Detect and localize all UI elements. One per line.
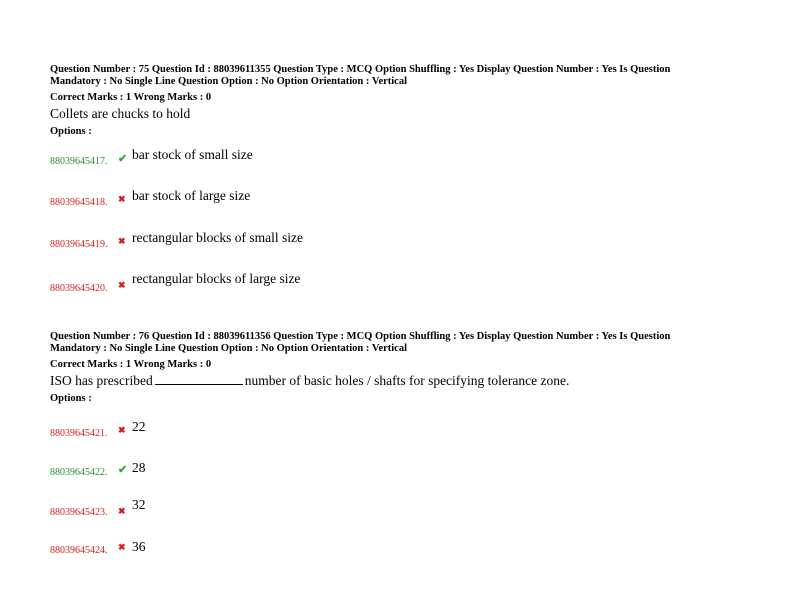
- question-text: [50, 373, 750, 389]
- cross-icon: ✖: [118, 542, 126, 552]
- question-meta-line1: Question Number : 75 Question Id : 88039611355 Question Type : MCQ Option Shuffling : Yes Display Question Number : Yes Is Question: [50, 64, 671, 75]
- question-text-before: ISO has prescribed: [50, 373, 153, 388]
- options-label: Options :: [50, 393, 92, 404]
- question-text-after: number of basic holes / shafts for specifying tolerance zone.: [244, 373, 570, 388]
- cross-icon: ✖: [118, 194, 126, 204]
- option-id: 88039645423.: [50, 507, 108, 518]
- option-id: 88039645424.: [50, 545, 108, 556]
- option-id: 88039645417.: [50, 156, 108, 167]
- question-meta: [50, 64, 750, 88]
- question-meta-line2: Mandatory : No Single Line Question Option : No Option Orientation : Vertical: [50, 76, 408, 87]
- question-text: Collets are chucks to hold: [50, 106, 191, 121]
- answer-blank: [155, 373, 243, 385]
- option-id: 88039645419.: [50, 239, 108, 250]
- cross-icon: ✖: [118, 506, 126, 516]
- question-meta-line2: Mandatory : No Single Line Question Option : No Option Orientation : Vertical: [50, 343, 408, 354]
- option-text: 28: [132, 460, 146, 475]
- option-text: rectangular blocks of small size: [132, 230, 303, 245]
- option-id: 88039645418.: [50, 197, 108, 208]
- question-block-76: [50, 331, 750, 404]
- option-text: 32: [132, 497, 146, 512]
- option-id: 88039645421.: [50, 428, 108, 439]
- question-marks: Correct Marks : 1 Wrong Marks : 0: [50, 359, 212, 370]
- question-marks: Correct Marks : 1 Wrong Marks : 0: [50, 92, 212, 103]
- question-meta-line1: Question Number : 76 Question Id : 88039611356 Question Type : MCQ Option Shuffling : Yes Display Question Number : Yes Is Question: [50, 331, 671, 342]
- check-icon: ✔: [118, 153, 128, 165]
- cross-icon: ✖: [118, 280, 126, 290]
- option-text: bar stock of small size: [132, 147, 253, 162]
- option-text: 36: [132, 539, 146, 554]
- cross-icon: ✖: [118, 425, 126, 435]
- option-id: 88039645422.: [50, 467, 108, 478]
- option-text: bar stock of large size: [132, 188, 251, 203]
- option-id: 88039645420.: [50, 283, 108, 294]
- options-label: Options :: [50, 126, 92, 137]
- option-text: rectangular blocks of large size: [132, 271, 301, 286]
- check-icon: ✔: [118, 464, 128, 476]
- cross-icon: ✖: [118, 236, 126, 246]
- question-meta: [50, 331, 750, 355]
- option-text: 22: [132, 419, 146, 434]
- question-block-75: [50, 64, 750, 137]
